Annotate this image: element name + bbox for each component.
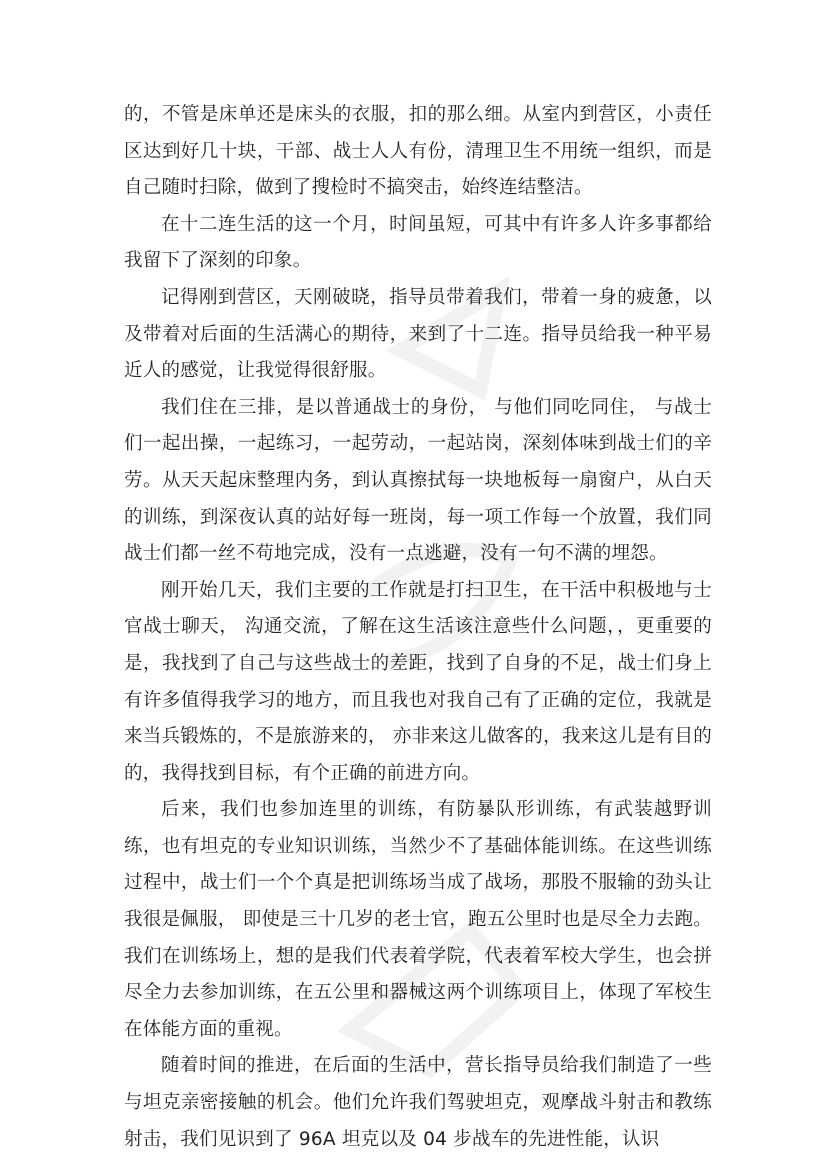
paragraph-6: 后来，我们也参加连里的训练，有防暴队形训练，有武装越野训练，也有坦克的专业知识训练，当然少不了基础体能训练。在这些训练过程中，战士们一个个真是把训练场当成了战场，那股不服输的劲头让我很是佩服， 即使是三十几岁的老士官，跑五公里时也是尽全力去跑。我们在训练场上，想的是我们代表着学院，代表着军校大学生，也会拼尽全力去参加训练，在五公里和器械这两个训练项目上，体现了军校生在体能方面的重视。: [124, 799, 712, 1040]
paragraph-1: 的，不管是床单还是床头的衣服，扣的那么细。从室内到营区，小责任区达到好几十块，干部、战士人人有份，清理卫生不用统一组织，而是自己随时扫除，做到了搜检时不搞突击，始终连结整洁。: [124, 104, 712, 199]
paragraph-4: 我们住在三排，是以普通战士的身份， 与他们同吃同住， 与战士们一起出操，一起练习，一起劳动，一起站岗，深刻体味到战士们的辛劳。从天天起床整理内务，到认真擦拭每一块地板每一扇窗户，从白天的训练，到深夜认真的站好每一班岗，每一项工作每一个放置，我们同战士们都一丝不苟地完成，没有一点逃避，没有一句不满的埋怨。: [124, 396, 712, 565]
paragraph-3: 记得刚到营区，天刚破晓，指导员带着我们，带着一身的疲惫，以及带着对后面的生活满心的期待，来到了十二连。指导员给我一种平易近人的感觉，让我觉得很舒服。: [124, 286, 712, 382]
document-body: [124, 97, 712, 1158]
paragraph-5: 刚开始几天，我们主要的工作就是打扫卫生，在干活中积极地与士官战士聊天， 沟通交流，了解在这生活该注意些什么问题，，更重要的是，我找到了自己与这些战士的差距，找到了自身的不足，战士们身上有许多值得我学习的地方，而且我也对我自己有了正确的定位，我就是来当兵锻炼的，不是旅游来的， 亦非来这儿做客的，我来这儿是有目的的，我得找到目标，有个正确的前进方向。: [124, 579, 712, 784]
paragraph-7: 随着时间的推进，在后面的生活中，营长指导员给我们制造了一些与坦克亲密接触的机会。他们允许我们驾驶坦克，观摩战斗射击和教练射击，我们见识到了 96A 坦克以及 04 步战车的先进性能，认识: [124, 1055, 712, 1150]
paragraph-2: 在十二连生活的这一个月，时间虽短，可其中有许多人许多事都给我留下了深刻的印象。: [124, 213, 712, 272]
